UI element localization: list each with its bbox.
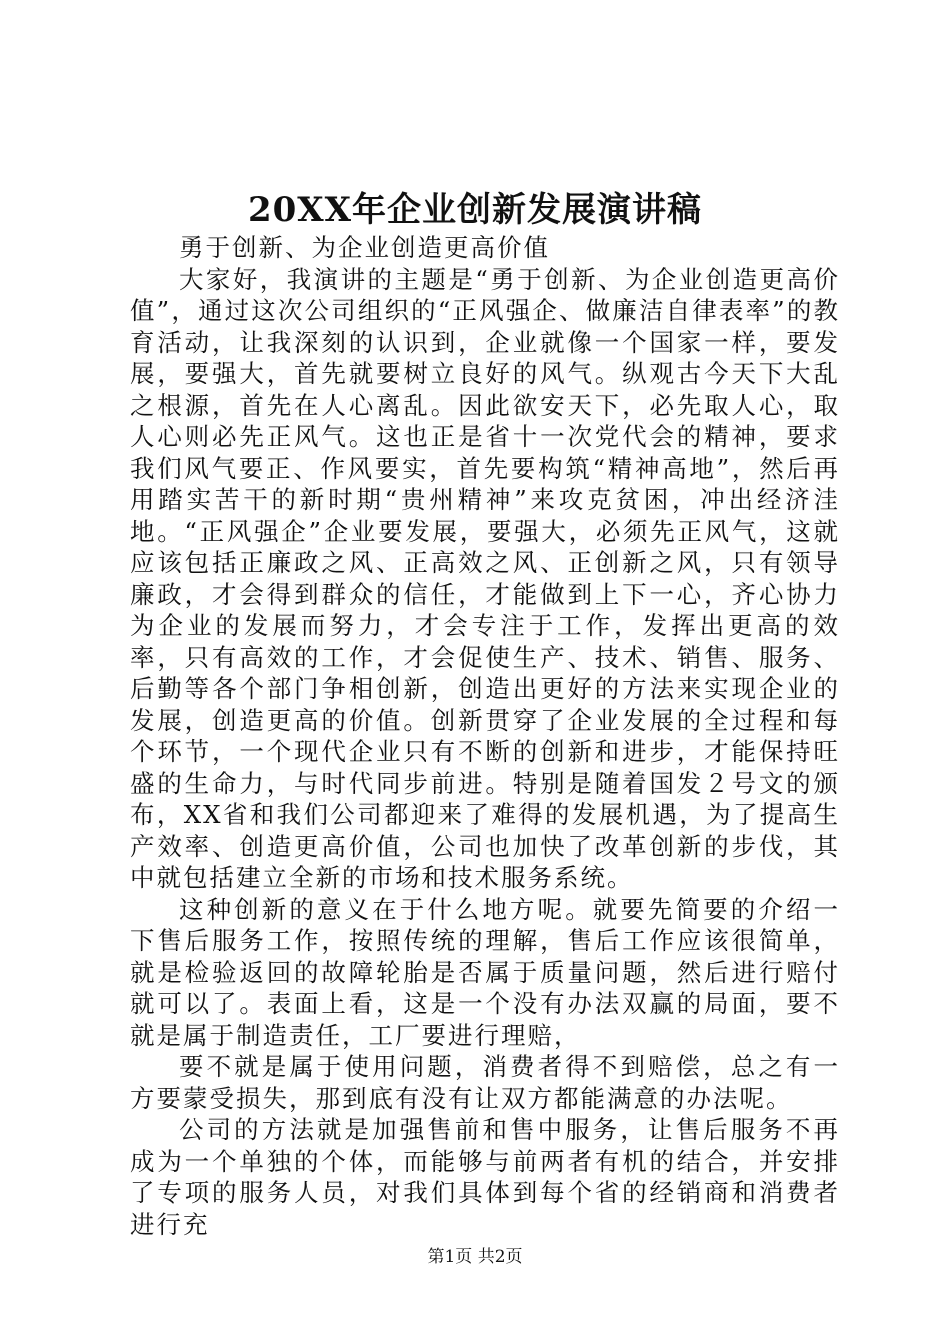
document-body: [130, 232, 840, 1240]
paragraph-1: 大家好，我演讲的主题是“勇于创新、为企业创造更高价值”，通过这次公司组织的“正风强企、做廉洁自律表率”的教育活动，让我深刻的认识到，企业就像一个国家一样，要发展，要强大，首先就要树立良好的风气。纵观古今天下大乱之根源，首先在人心离乱。因此欲安天下，必先取人心，取人心则必先正风气。这也正是省十一次党代会的精神，要求我们风气要正、作风要实，首先要构筑“精神高地”，然后再用踏实苦干的新时期“贵州精神”来攻克贫困，冲出经济洼地。“正风强企”企业要发展，要强大，必须先正风气，这就应该包括正廉政之风、正高效之风、正创新之风，只有领导廉政，才会得到群众的信任，才能做到上下一心，齐心协力为企业的发展而努力，才会专注于工作，发挥出更高的效率，只有高效的工作，才会促使生产、技术、销售、服务、后勤等各个部门争相创新，创造出更好的方法来实现企业的发展，创造更高的价值。创新贯穿了企业发展的全过程和每个环节，一个现代企业只有不断的创新和进步，才能保持旺盛的生命力，与时代同步前进。特别是随着国发２号文的颁布，XX省和我们公司都迎来了难得的发展机遇，为了提高生产效率、创造更高价值，公司也加快了改革创新的步伐，其中就包括建立全新的市场和技术服务系统。: [130, 264, 840, 892]
document-title: 20XX年企业创新发展演讲稿: [247, 190, 703, 230]
paragraph-2: 这种创新的意义在于什么地方呢。就要先简要的介绍一下售后服务工作，按照传统的理解，售后工作应该很简单，就是检验返回的故障轮胎是否属于质量问题，然后进行赔付就可以了。表面上看，这是一个没有办法双赢的局面，要不就是属于制造责任，工厂要进行理赔，: [130, 894, 840, 1050]
paragraph-4: 公司的方法就是加强售前和售中服务，让售后服务不再成为一个单独的个体，而能够与前两者有机的结合，并安排了专项的服务人员，对我们具体到每个省的经销商和消费者进行充: [130, 1115, 840, 1239]
paragraph-3: 要不就是属于使用问题，消费者得不到赔偿，总之有一方要蒙受损失，那到底有没有让双方都能满意的办法呢。: [130, 1052, 840, 1113]
paragraph-subtitle: 勇于创新、为企业创造更高价值: [179, 233, 550, 262]
page-number-footer: 第1页 共2页: [427, 1247, 523, 1267]
